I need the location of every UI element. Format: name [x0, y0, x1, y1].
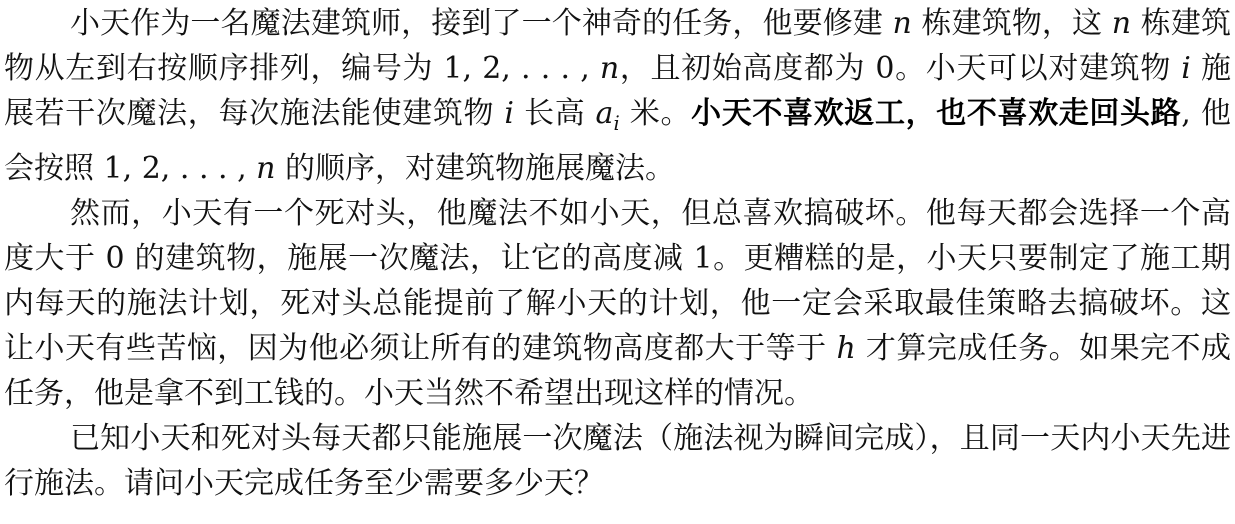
text-run: 栋建筑物，这	[911, 6, 1112, 41]
text-run: 已知小天和死对头每天都只能施展一次魔法（施法视为瞬间完成），且同一天内小天先进行施法。请问小天完成任务至少需要多少天？	[4, 421, 1231, 501]
math-variable: a	[595, 96, 614, 131]
text-run: 小天作为一名魔法建筑师，接到了一个神奇的任务，他要修建	[70, 6, 893, 41]
math-variable: h	[836, 331, 856, 366]
paragraph	[4, 416, 1231, 506]
text-run: , 他会按照	[4, 96, 1232, 186]
text-run: 长高	[513, 96, 596, 131]
math-variable: n	[1111, 6, 1132, 41]
text-run: 然而，小天有一个死对头，他魔法不如小天，但总喜欢搞破坏。他每天都会选择一个高度大于 0 的建筑物，施展一次魔法，让它的高度减 1。更糟糕的是，小天只要制定了施工期内每天的施法计划，死对头总能提前了解小天的计划，他一定会采取最佳策略去搞破坏。这让小天有些苦恼，因为他必须让所有的建筑物高度都大于等于	[4, 196, 1231, 366]
math-variable: i	[1181, 51, 1191, 86]
paragraph	[4, 1, 1231, 191]
text-run: 的顺序，对建筑物施展魔法。	[275, 151, 676, 186]
math-variable: i	[504, 96, 514, 131]
paragraph	[4, 191, 1231, 416]
text-run: 栋建筑物从左到右按顺序排列，编号为	[4, 6, 1231, 86]
math-variable: n	[599, 51, 620, 86]
text-run: 施展若干次魔法，每次施法能使建筑物	[4, 51, 1231, 131]
math-variable: n	[256, 151, 276, 186]
text-run: 1, 2, . . . ,	[103, 151, 257, 186]
text-run: 才算完成任务。如果完不成任务，他是拿不到工钱的。小天当然不希望出现这样的情况。	[4, 331, 1231, 411]
text-run: 1, 2, . . . ,	[443, 51, 600, 86]
text-run: ，且初始高度都为 0。小天可以对建筑物	[619, 51, 1182, 86]
math-subscript: i	[613, 112, 620, 135]
math-variable: n	[892, 6, 912, 41]
bold-emphasis-run: 小天不喜欢返工，也不喜欢走回头路	[691, 97, 1182, 130]
text-run: 米。	[619, 96, 692, 131]
